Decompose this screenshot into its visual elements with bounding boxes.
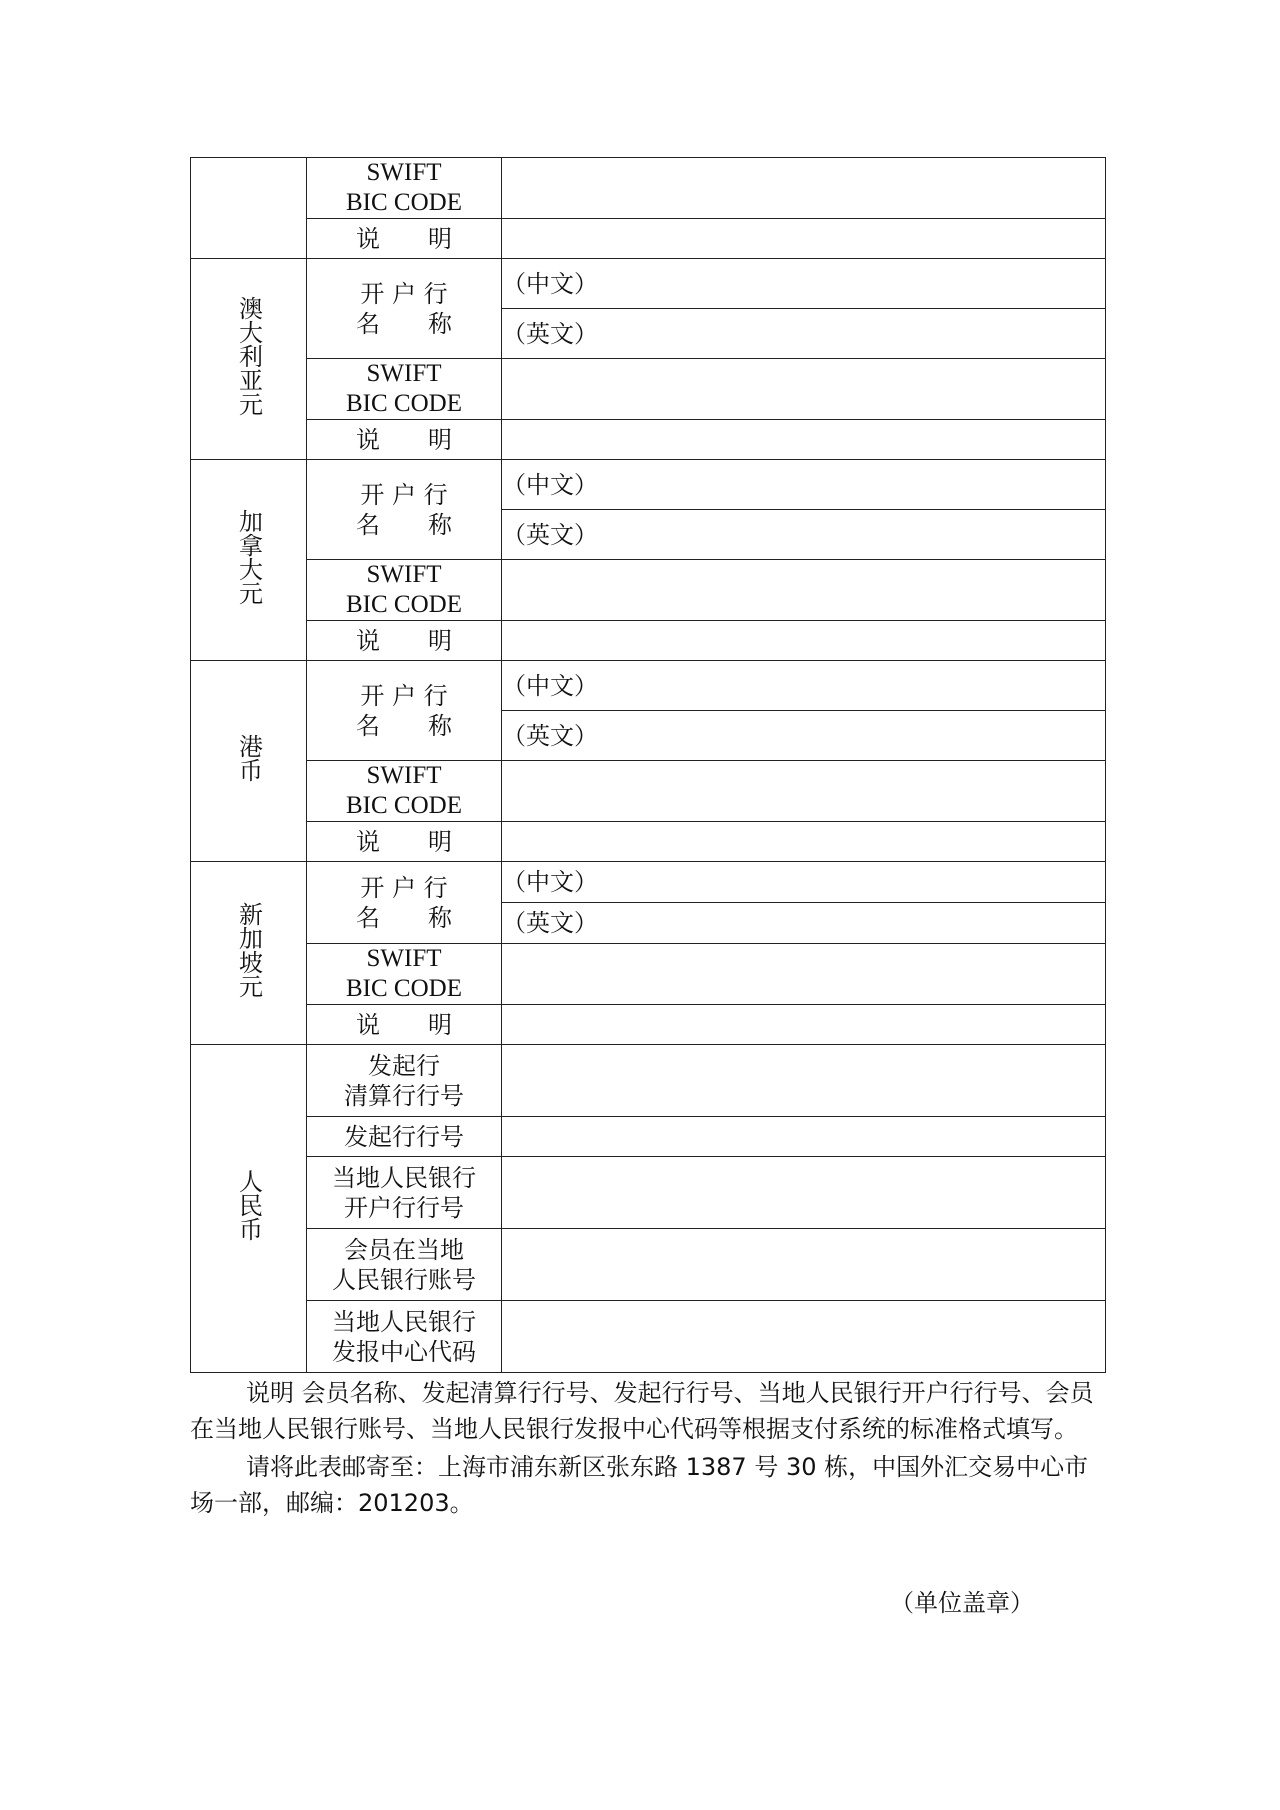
cny-member-account-field[interactable]: [502, 1229, 1106, 1301]
currency-cny: 人民币: [191, 1045, 307, 1373]
notes-block: [190, 1375, 1105, 1521]
cny-clearing-bank-field[interactable]: [502, 1045, 1106, 1117]
desc-label: 说 明: [307, 1005, 502, 1045]
bank-name-cn-field[interactable]: （中文）: [502, 460, 1106, 510]
note-mailing-address: 请将此表邮寄至：上海市浦东新区张东路 1387 号 30 栋，中国外汇交易中心市场一部，邮编：201203。: [190, 1453, 1089, 1517]
bank-name-label: 开 户 行 名 称: [307, 661, 502, 761]
swift-field[interactable]: [502, 761, 1106, 822]
currency-sgd: 新加坡元: [191, 862, 307, 1045]
bank-name-en-field[interactable]: （英文）: [502, 309, 1106, 359]
unit-stamp-label: （单位盖章）: [890, 1589, 1034, 1617]
desc-field[interactable]: [502, 420, 1106, 460]
cny-pboc-center-code-field[interactable]: [502, 1301, 1106, 1373]
desc-field[interactable]: [502, 219, 1106, 259]
currency-cell-continued: [191, 158, 307, 259]
cny-pboc-center-code-label: 当地人民银行 发报中心代码: [307, 1301, 502, 1373]
bank-name-en-field[interactable]: （英文）: [502, 510, 1106, 560]
bank-name-en-field[interactable]: （英文）: [502, 711, 1106, 761]
cny-originating-bank-label: 发起行行号: [307, 1117, 502, 1157]
cny-member-account-label: 会员在当地 人民银行账号: [307, 1229, 502, 1301]
bank-name-label: 开 户 行 名 称: [307, 460, 502, 560]
currency-aud: 澳大利亚元: [191, 259, 307, 460]
cny-pboc-bank-number-label: 当地人民银行 开户行行号: [307, 1157, 502, 1229]
swift-field[interactable]: [502, 359, 1106, 420]
cny-originating-bank-field[interactable]: [502, 1117, 1106, 1157]
swift-label: SWIFT BIC CODE: [307, 560, 502, 621]
currency-hkd: 港币: [191, 661, 307, 862]
bank-account-form-table: [190, 157, 1106, 1373]
currency-cad: 加拿大元: [191, 460, 307, 661]
bank-name-label: 开 户 行 名 称: [307, 259, 502, 359]
desc-field[interactable]: [502, 621, 1106, 661]
desc-label: 说 明: [307, 822, 502, 862]
bank-name-cn-field[interactable]: （中文）: [502, 661, 1106, 711]
desc-field[interactable]: [502, 1005, 1106, 1045]
desc-field[interactable]: [502, 822, 1106, 862]
swift-field[interactable]: [502, 560, 1106, 621]
swift-label: SWIFT BIC CODE: [307, 359, 502, 420]
desc-label: 说 明: [307, 420, 502, 460]
note-format: 说明 会员名称、发起清算行行号、发起行行号、当地人民银行开户行行号、会员在当地人民银行账号、当地人民银行发报中心代码等根据支付系统的标准格式填写。: [190, 1379, 1094, 1443]
cny-clearing-bank-label: 发起行 清算行行号: [307, 1045, 502, 1117]
swift-label: SWIFT BIC CODE: [307, 761, 502, 822]
swift-label: SWIFT BIC CODE: [307, 944, 502, 1005]
bank-name-label: 开 户 行 名 称: [307, 862, 502, 944]
bank-name-cn-field[interactable]: （中文）: [502, 862, 1106, 903]
desc-label: 说 明: [307, 219, 502, 259]
desc-label: 说 明: [307, 621, 502, 661]
cny-pboc-bank-number-field[interactable]: [502, 1157, 1106, 1229]
swift-field[interactable]: [502, 944, 1106, 1005]
bank-name-en-field[interactable]: （英文）: [502, 903, 1106, 944]
bank-name-cn-field[interactable]: （中文）: [502, 259, 1106, 309]
swift-field[interactable]: [502, 158, 1106, 219]
swift-label: SWIFT BIC CODE: [307, 158, 502, 219]
